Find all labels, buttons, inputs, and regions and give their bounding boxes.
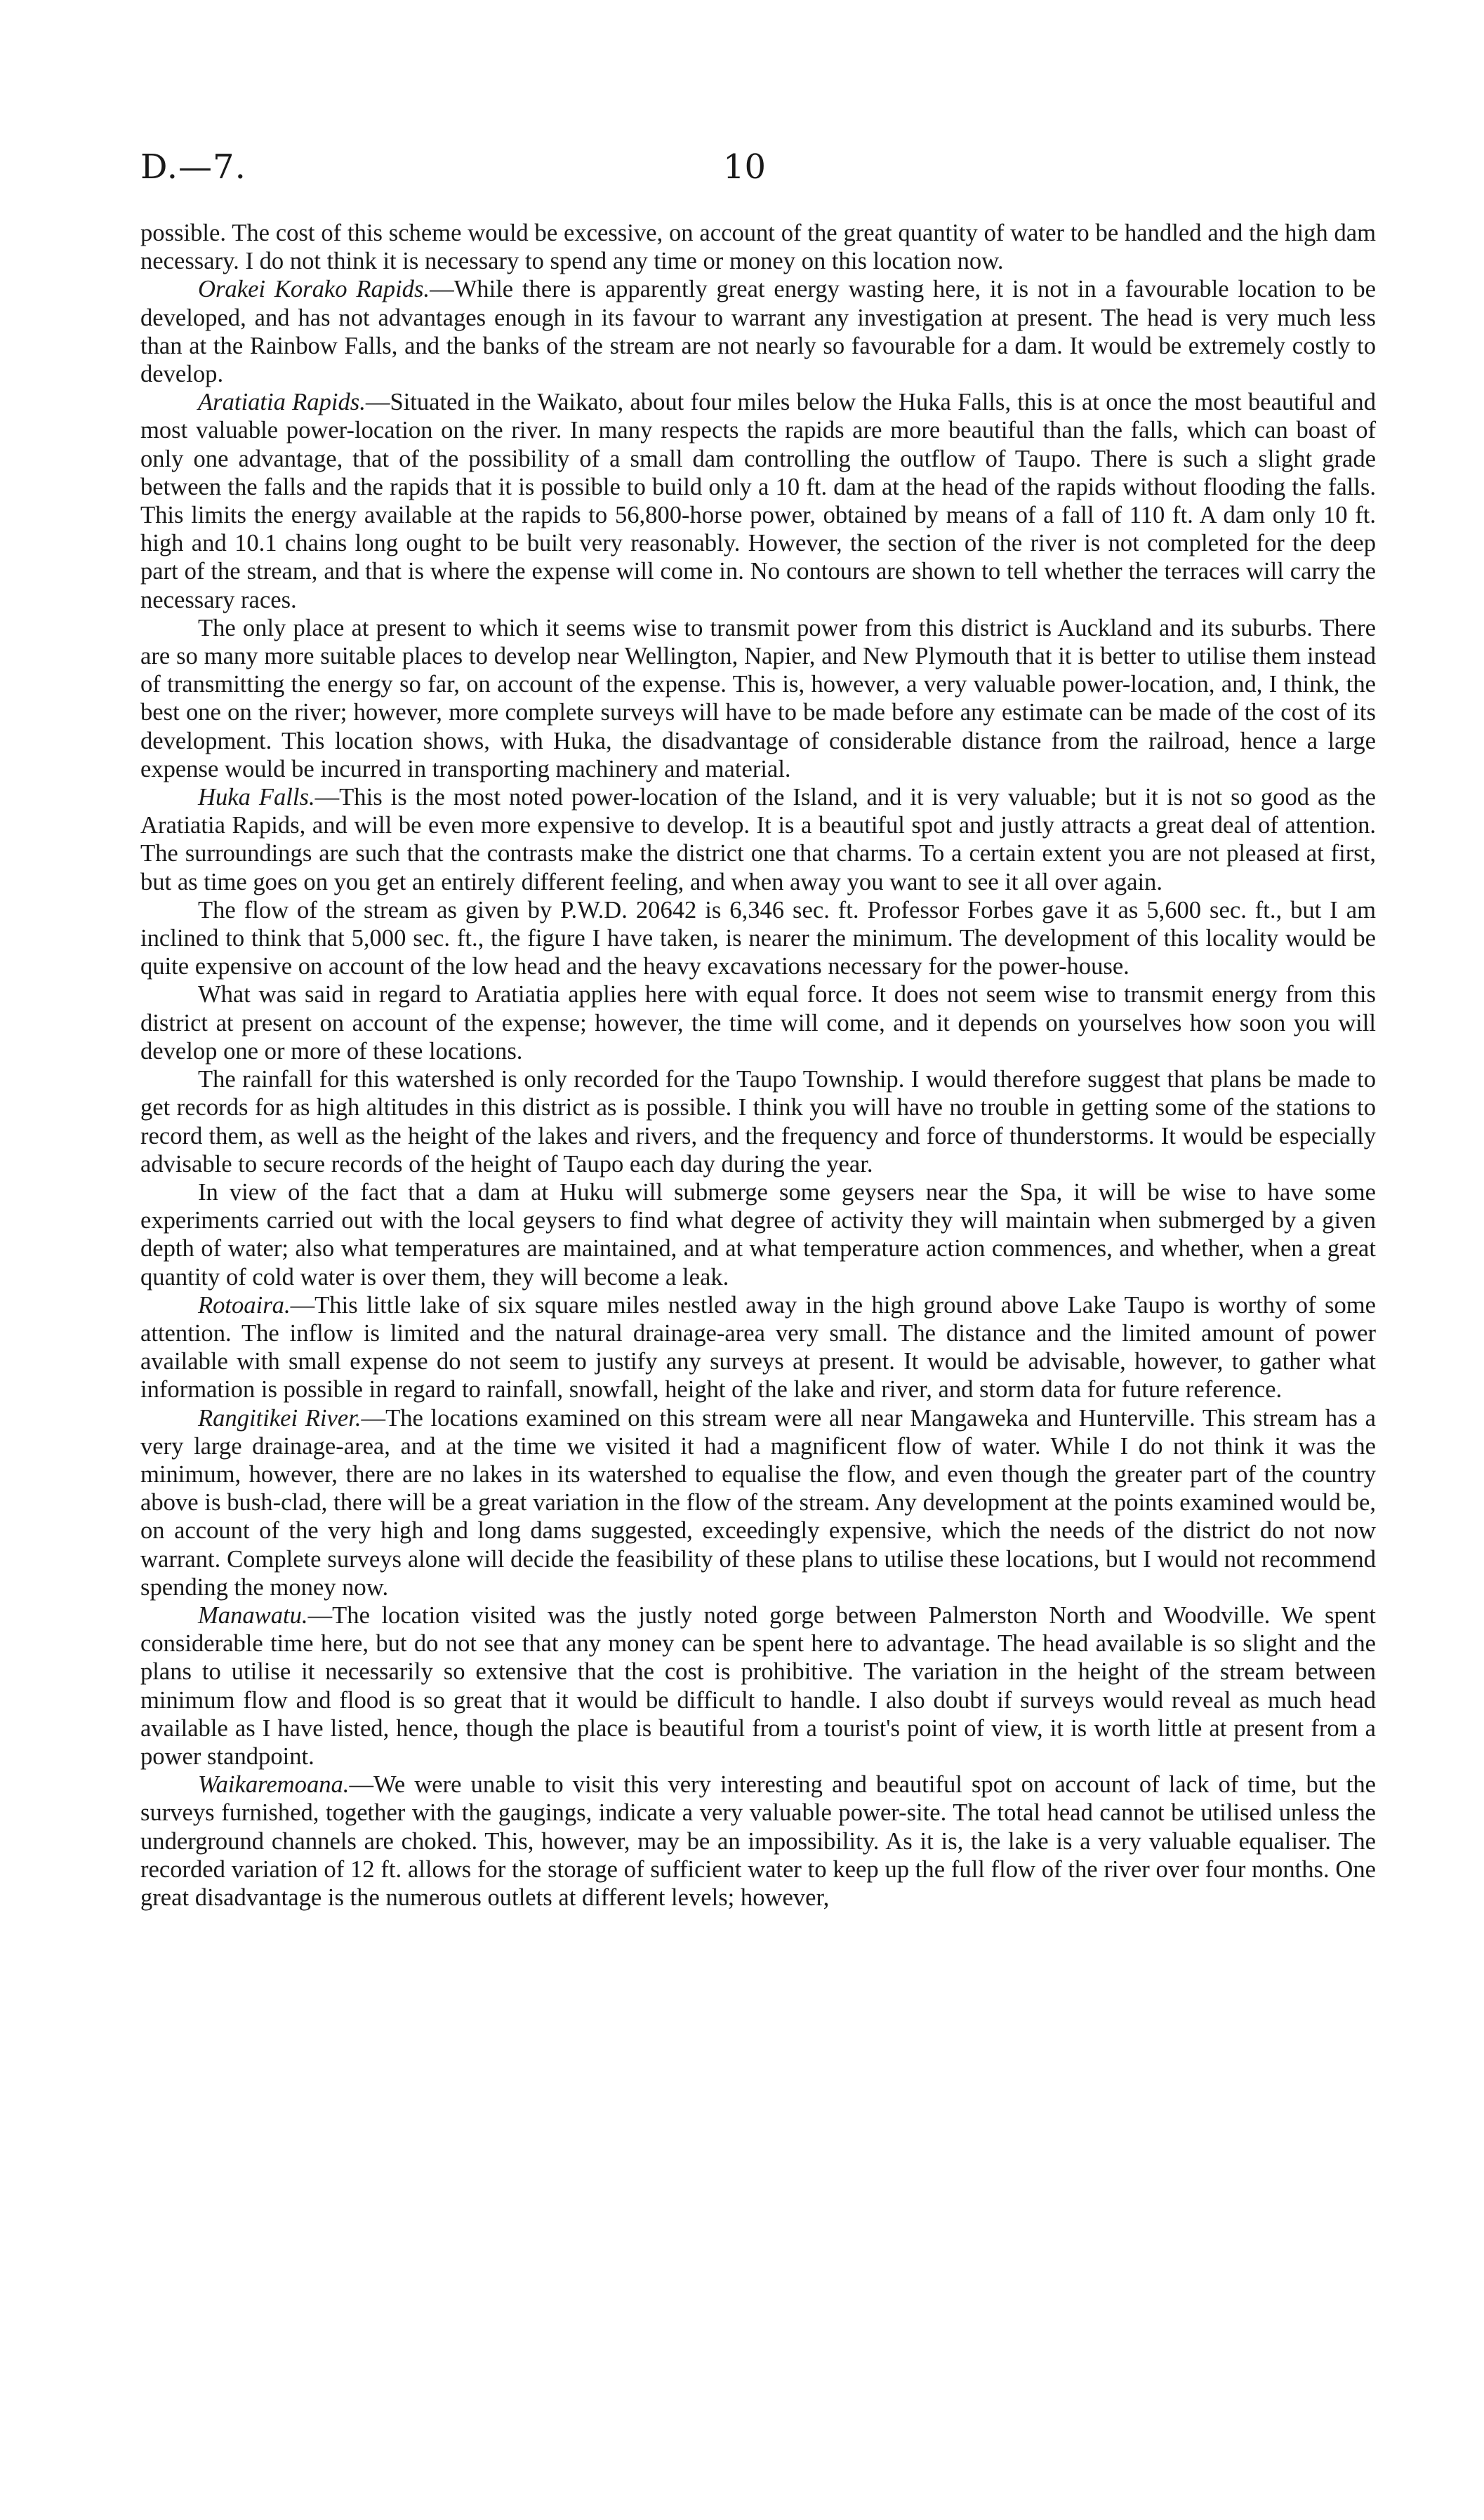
paragraph-text: The flow of the stream as given by P.W.D. 20642 is 6,346 sec. ft. Professor Forbes gave it as 5,600 sec. ft., but I am inclined to think that 5,000 sec. ft., the figure I have taken, is nearer the minimum. The development of this locality would be quite expensive on account of the low head and the heavy excavations necessary for the power-house. bbox=[140, 896, 1376, 980]
paragraph-stream-flow bbox=[140, 896, 1376, 981]
paragraph-orakei-korako bbox=[140, 275, 1376, 388]
paragraph-text: The only place at present to which it seems wise to transmit power from this district is Auckland and its suburbs. There are so many more suitable places to develop near Wellington, Napier, and New Plymouth that it is better to utilise them instead of transmitting the energy so far, on account of the expense. This is, however, a very valuable power-location, and, I think, the best one on the river; however, more complete surveys will have to be made before any estimate can be made of the cost of its development. This location shows, with Huka, the disadvantage of considerable distance from the railroad, hence a large expense would be incurred in transporting machinery and material. bbox=[140, 614, 1376, 782]
paragraph-lead: Huka Falls. bbox=[198, 784, 315, 811]
paragraph-continuation bbox=[140, 219, 1376, 275]
paragraph-lead: Manawatu. bbox=[198, 1601, 308, 1629]
paragraph-waikaremoana bbox=[140, 1771, 1376, 1912]
paragraph-text: The rainfall for this watershed is only recorded for the Taupo Township. I would therefore suggest that plans be made to get records for as high altitudes in this district as is possible. I think you will have no trouble in getting some of the stations to record them, as well as the height of the lakes and rivers, and the frequency and force of thunderstorms. It would be especially advisable to secure records of the height of Taupo each day during the year. bbox=[140, 1066, 1376, 1178]
paragraph-aratiatia-applies bbox=[140, 980, 1376, 1065]
paragraph-lead: Rotoaira. bbox=[198, 1291, 291, 1319]
paragraph-manawatu bbox=[140, 1601, 1376, 1771]
paragraph-text: —The location visited was the justly noted gorge between Palmerston North and Woodville. We spent considerable time here, but do not see that any money can be spent here to advantage. The head available is so slight and the plans to utilise it necessarily so extensive that the cost is prohibitive. The variation in the height of the stream between minimum flow and flood is so great that it would be difficult to handle. I also doubt if surveys would reveal as much head available as I have listed, hence, though the place is beautiful from a tourist's point of view, it is worth little at present from a power standpoint. bbox=[140, 1601, 1376, 1770]
paragraph-rotoaira bbox=[140, 1291, 1376, 1404]
paragraph-text: In view of the fact that a dam at Huku will submerge some geysers near the Spa, it will be wise to have some experiments carried out with the local geysers to find what degree of activity they will maintain when submerged by a given depth of water; also what temperatures are maintained, and at what temperature action commences, and whether, when a great quantity of cold water is over them, they will become a leak. bbox=[140, 1178, 1376, 1291]
document-reference: D.—7. bbox=[140, 147, 246, 187]
page-number: 10 bbox=[723, 147, 767, 187]
paragraph-rainfall bbox=[140, 1065, 1376, 1178]
paragraph-lead: Rangitikei River. bbox=[198, 1404, 362, 1432]
paragraph-text: —This little lake of six square miles nestled away in the high ground above Lake Taupo is worthy of some attention. The inflow is limited and the natural drainage-area very small. The distance and the limited amount of power available with small expense do not seem to justify any surveys at present. It would be advisable, however, to gather what information is possible in regard to rainfall, snowfall, height of the lake and river, and storm data for future reference. bbox=[140, 1291, 1376, 1404]
page-header bbox=[140, 147, 1376, 196]
paragraph-lead: Waikaremoana. bbox=[198, 1771, 350, 1799]
paragraph-text: —We were unable to visit this very interesting and beautiful spot on account of lack of time, but the surveys furnished, together with the gaugings, indicate a very valuable power-site. The total head cannot be utilised unless the underground channels are choked. This, however, may be an impossibility. As it is, the lake is a very valuable equaliser. The recorded variation of 12 ft. allows for the storage of sufficient water to keep up the full flow of the river over four months. One great disadvantage is the numerous outlets at different levels; however, bbox=[140, 1771, 1376, 1911]
paragraph-text: —While there is apparently great energy wasting here, it is not in a favourable location to be developed, and has not advantages enough in its favour to warrant any investigation at present. The head is very much less than at the Rainbow Falls, and the banks of the stream are not nearly so favourable for a dam. It would be extremely costly to develop. bbox=[140, 276, 1376, 388]
paragraph-lead: Aratiatia Rapids. bbox=[198, 389, 366, 416]
paragraph-huka-falls bbox=[140, 783, 1376, 896]
paragraph-text: —The locations examined on this stream were all near Mangaweka and Hunterville. This stream has a very large drainage-area, and at the time we visited it had a magnificent flow of water. While I do not think it was the minimum, however, there are no lakes in its watershed to equalise the flow, and even though the greater part of the country above is bush-clad, there will be a great variation in the flow of the stream. Any development at the points examined would be, on account of the very high and long dams suggested, exceedingly expensive, which the needs of the district do not now warrant. Complete surveys alone will decide the feasibility of these plans to utilise these locations, but I would not recommend spending the money now. bbox=[140, 1404, 1377, 1601]
paragraph-transmit-auckland bbox=[140, 614, 1376, 783]
paragraph-text: What was said in regard to Aratiatia applies here with equal force. It does not seem wise to transmit energy from this district at present on account of the expense; however, the time will come, and it depends on yourselves how soon you will develop one or more of these locations. bbox=[140, 981, 1376, 1065]
body-text bbox=[140, 219, 1376, 1912]
paragraph-rangitikei bbox=[140, 1404, 1376, 1601]
paragraph-text: —Situated in the Waikato, about four miles below the Huka Falls, this is at once the most beautiful and most valuable power-location on the river. In many respects the rapids are more beautiful than the falls, which can boast of only one advantage, that of the possibility of a small dam controlling the outflow of Taupo. There is such a slight grade between the falls and the rapids that it is possible to build only a 10 ft. dam at the head of the rapids without flooding the falls. This limits the energy available at the rapids to 56,800-horse power, obtained by means of a fall of 110 ft. A dam only 10 ft. high and 10.1 chains long ought to be built very reasonably. However, the section of the river is not completed for the deep part of the stream, and that is where the expense will come in. No contours are shown to tell whether the terraces will carry the necessary races. bbox=[140, 389, 1377, 613]
paragraph-text: possible. The cost of this scheme would be excessive, on account of the great quantity of water to be handled and the high dam necessary. I do not think it is necessary to spend any time or money on this location now. bbox=[140, 220, 1376, 275]
paragraph-text: —This is the most noted power-location of the Island, and it is very valuable; but it is not so good as the Aratiatia Rapids, and will be even more expensive to develop. It is a beautiful spot and justly attracts a great deal of attention. The surroundings are such that the contrasts make the district one that charms. To a certain extent you are not pleased at first, but as time goes on you get an entirely different feeling, and when away you want to see it all over again. bbox=[140, 784, 1376, 895]
paragraph-geysers bbox=[140, 1178, 1376, 1291]
paragraph-lead: Orakei Korako Rapids. bbox=[198, 276, 430, 303]
paragraph-aratiatia bbox=[140, 388, 1376, 614]
